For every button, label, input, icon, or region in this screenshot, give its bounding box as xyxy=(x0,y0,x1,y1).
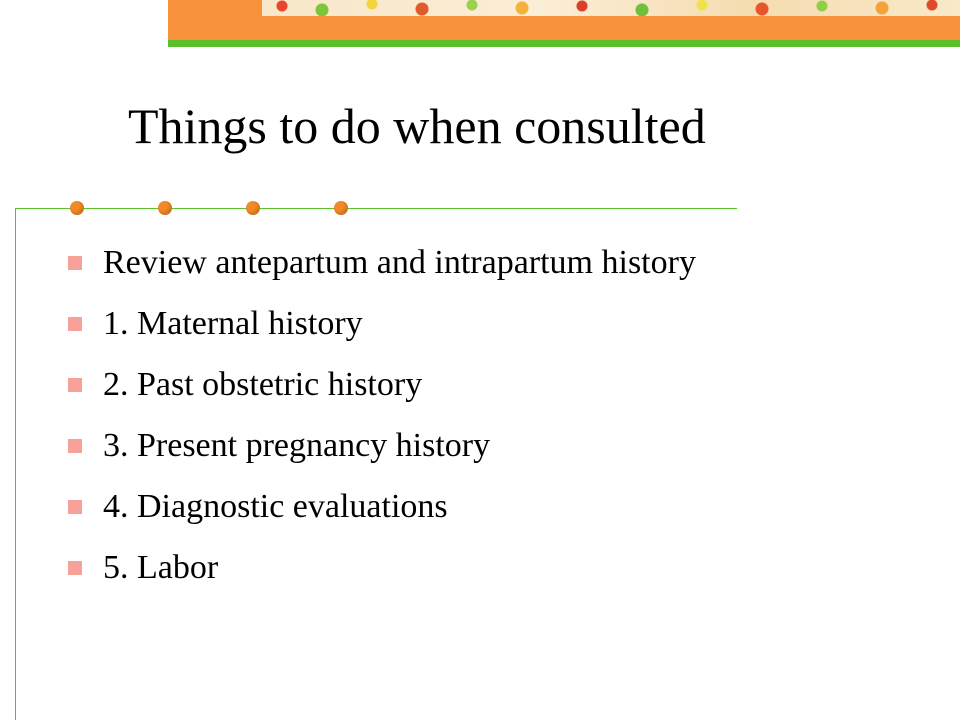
slide-title: Things to do when consulted xyxy=(128,98,706,154)
square-bullet-icon xyxy=(68,561,82,575)
decorative-dot-1 xyxy=(70,201,84,215)
bullet-item xyxy=(68,476,696,537)
bullet-list xyxy=(68,232,696,598)
bullet-item xyxy=(68,232,696,293)
square-bullet-icon xyxy=(68,317,82,331)
bullet-text: 1. Maternal history xyxy=(103,304,363,342)
bullet-text: 3. Present pregnancy history xyxy=(103,426,491,464)
bullet-text: 5. Labor xyxy=(103,548,219,586)
bullet-item xyxy=(68,537,696,598)
decorative-dot-3 xyxy=(246,201,260,215)
square-bullet-icon xyxy=(68,256,82,270)
square-bullet-icon xyxy=(68,439,82,453)
bullet-text: 4. Diagnostic evaluations xyxy=(103,487,448,525)
square-bullet-icon xyxy=(68,500,82,514)
left-border-line xyxy=(15,208,16,720)
title-divider-line xyxy=(15,208,737,209)
banner-photo-strip xyxy=(262,0,960,16)
square-bullet-icon xyxy=(68,378,82,392)
bullet-text: Review antepartum and intrapartum history xyxy=(103,243,696,281)
decorative-dot-4 xyxy=(334,201,348,215)
bullet-item xyxy=(68,293,696,354)
banner-green-stripe xyxy=(168,40,960,47)
bullet-item xyxy=(68,354,696,415)
bullet-item xyxy=(68,415,696,476)
decorative-dot-2 xyxy=(158,201,172,215)
bullet-text: 2. Past obstetric history xyxy=(103,365,423,403)
